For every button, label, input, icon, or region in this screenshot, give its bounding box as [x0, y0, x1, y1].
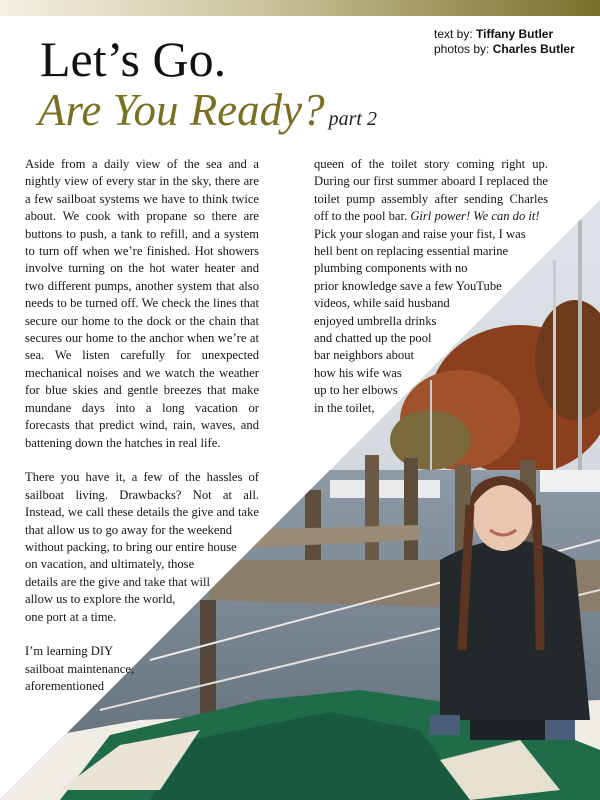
text-line: allow us to explore the world, — [25, 592, 176, 607]
left-paragraph-1: Aside from a daily view of the sea and a nightly view of every star in the sky, there are a few sailboat systems we have to think twice about. We cook with propane so there are buttons to push, a tank to refill, and a system to turn off when we’re finished. Hot showers involve turning on the hot water heater and two different pumps, another system that also needs to be turned off. We check the lines that secure our home to the dock or the chain that secures our home to the anchor when we’re at sea. We listen carefully for unexpected mechanical noises and we watch the weather for blue skies and gentle breezes that make mundane days into a long vacation or forecasts that predict wind, rain, waves, and battening down the hatches in real life. — [25, 157, 259, 450]
left-paragraph-2-lines — [25, 539, 259, 626]
text-line: one port at a time. — [25, 609, 117, 624]
text-line: on vacation, and ultimately, those — [25, 557, 195, 572]
text-credit — [434, 27, 575, 42]
text-line: videos, while said husband — [314, 296, 450, 311]
text-line: hell bent on replacing essential marine — [314, 244, 509, 259]
text-line: up to her elbows — [314, 383, 398, 398]
text-line: in the toilet, — [314, 400, 375, 415]
text-line: and chatted up the pool — [314, 331, 432, 346]
text-line: bar neighbors about — [314, 348, 415, 363]
text-line: sailboat maintenance, — [25, 661, 135, 676]
text-line: plumbing components with no — [314, 261, 468, 276]
text-line: prior knowledge save a few YouTube — [314, 278, 502, 293]
photo-credit — [434, 42, 575, 57]
left-column — [25, 156, 259, 696]
left-paragraph-2: There you have it, a few of the hassles of sailboat living. Drawbacks? Not at all. Instead, we call these details the give and take that allow us to go away for the weekend — [25, 470, 259, 537]
subtitle-text: Are You Ready? — [38, 85, 325, 135]
right-paragraph-justified — [314, 156, 548, 226]
right-column — [314, 156, 548, 417]
right-text-start: queen of the toilet story coming right up. During our first summer aboard I replaced the toilet pump assembly after sending Charles off to the pool bar. — [314, 157, 548, 224]
text-line: enjoyed umbrella drinks — [314, 313, 437, 328]
text-line: I’m learning DIY — [25, 644, 114, 659]
credits — [434, 27, 575, 57]
text-line: without packing, to bring our entire house — [25, 539, 237, 554]
article-subtitle — [38, 84, 377, 145]
text-credit-label: text by: — [434, 27, 473, 41]
right-text-italic: Girl power! We can do it! — [410, 209, 540, 224]
text-line: Pick your slogan and raise your fist, I was — [314, 226, 526, 241]
photo-author: Charles Butler — [492, 42, 575, 56]
photo-credit-label: photos by: — [434, 42, 490, 56]
left-paragraph-3 — [25, 643, 259, 695]
article-title: Let’s Go. — [40, 31, 227, 87]
part-label: part 2 — [328, 108, 377, 130]
text-line: aforementioned — [25, 679, 105, 694]
text-line: how his wife was — [314, 365, 402, 380]
text-author: Tiffany Butler — [476, 27, 554, 41]
text-line: details are the give and take that will — [25, 574, 210, 589]
